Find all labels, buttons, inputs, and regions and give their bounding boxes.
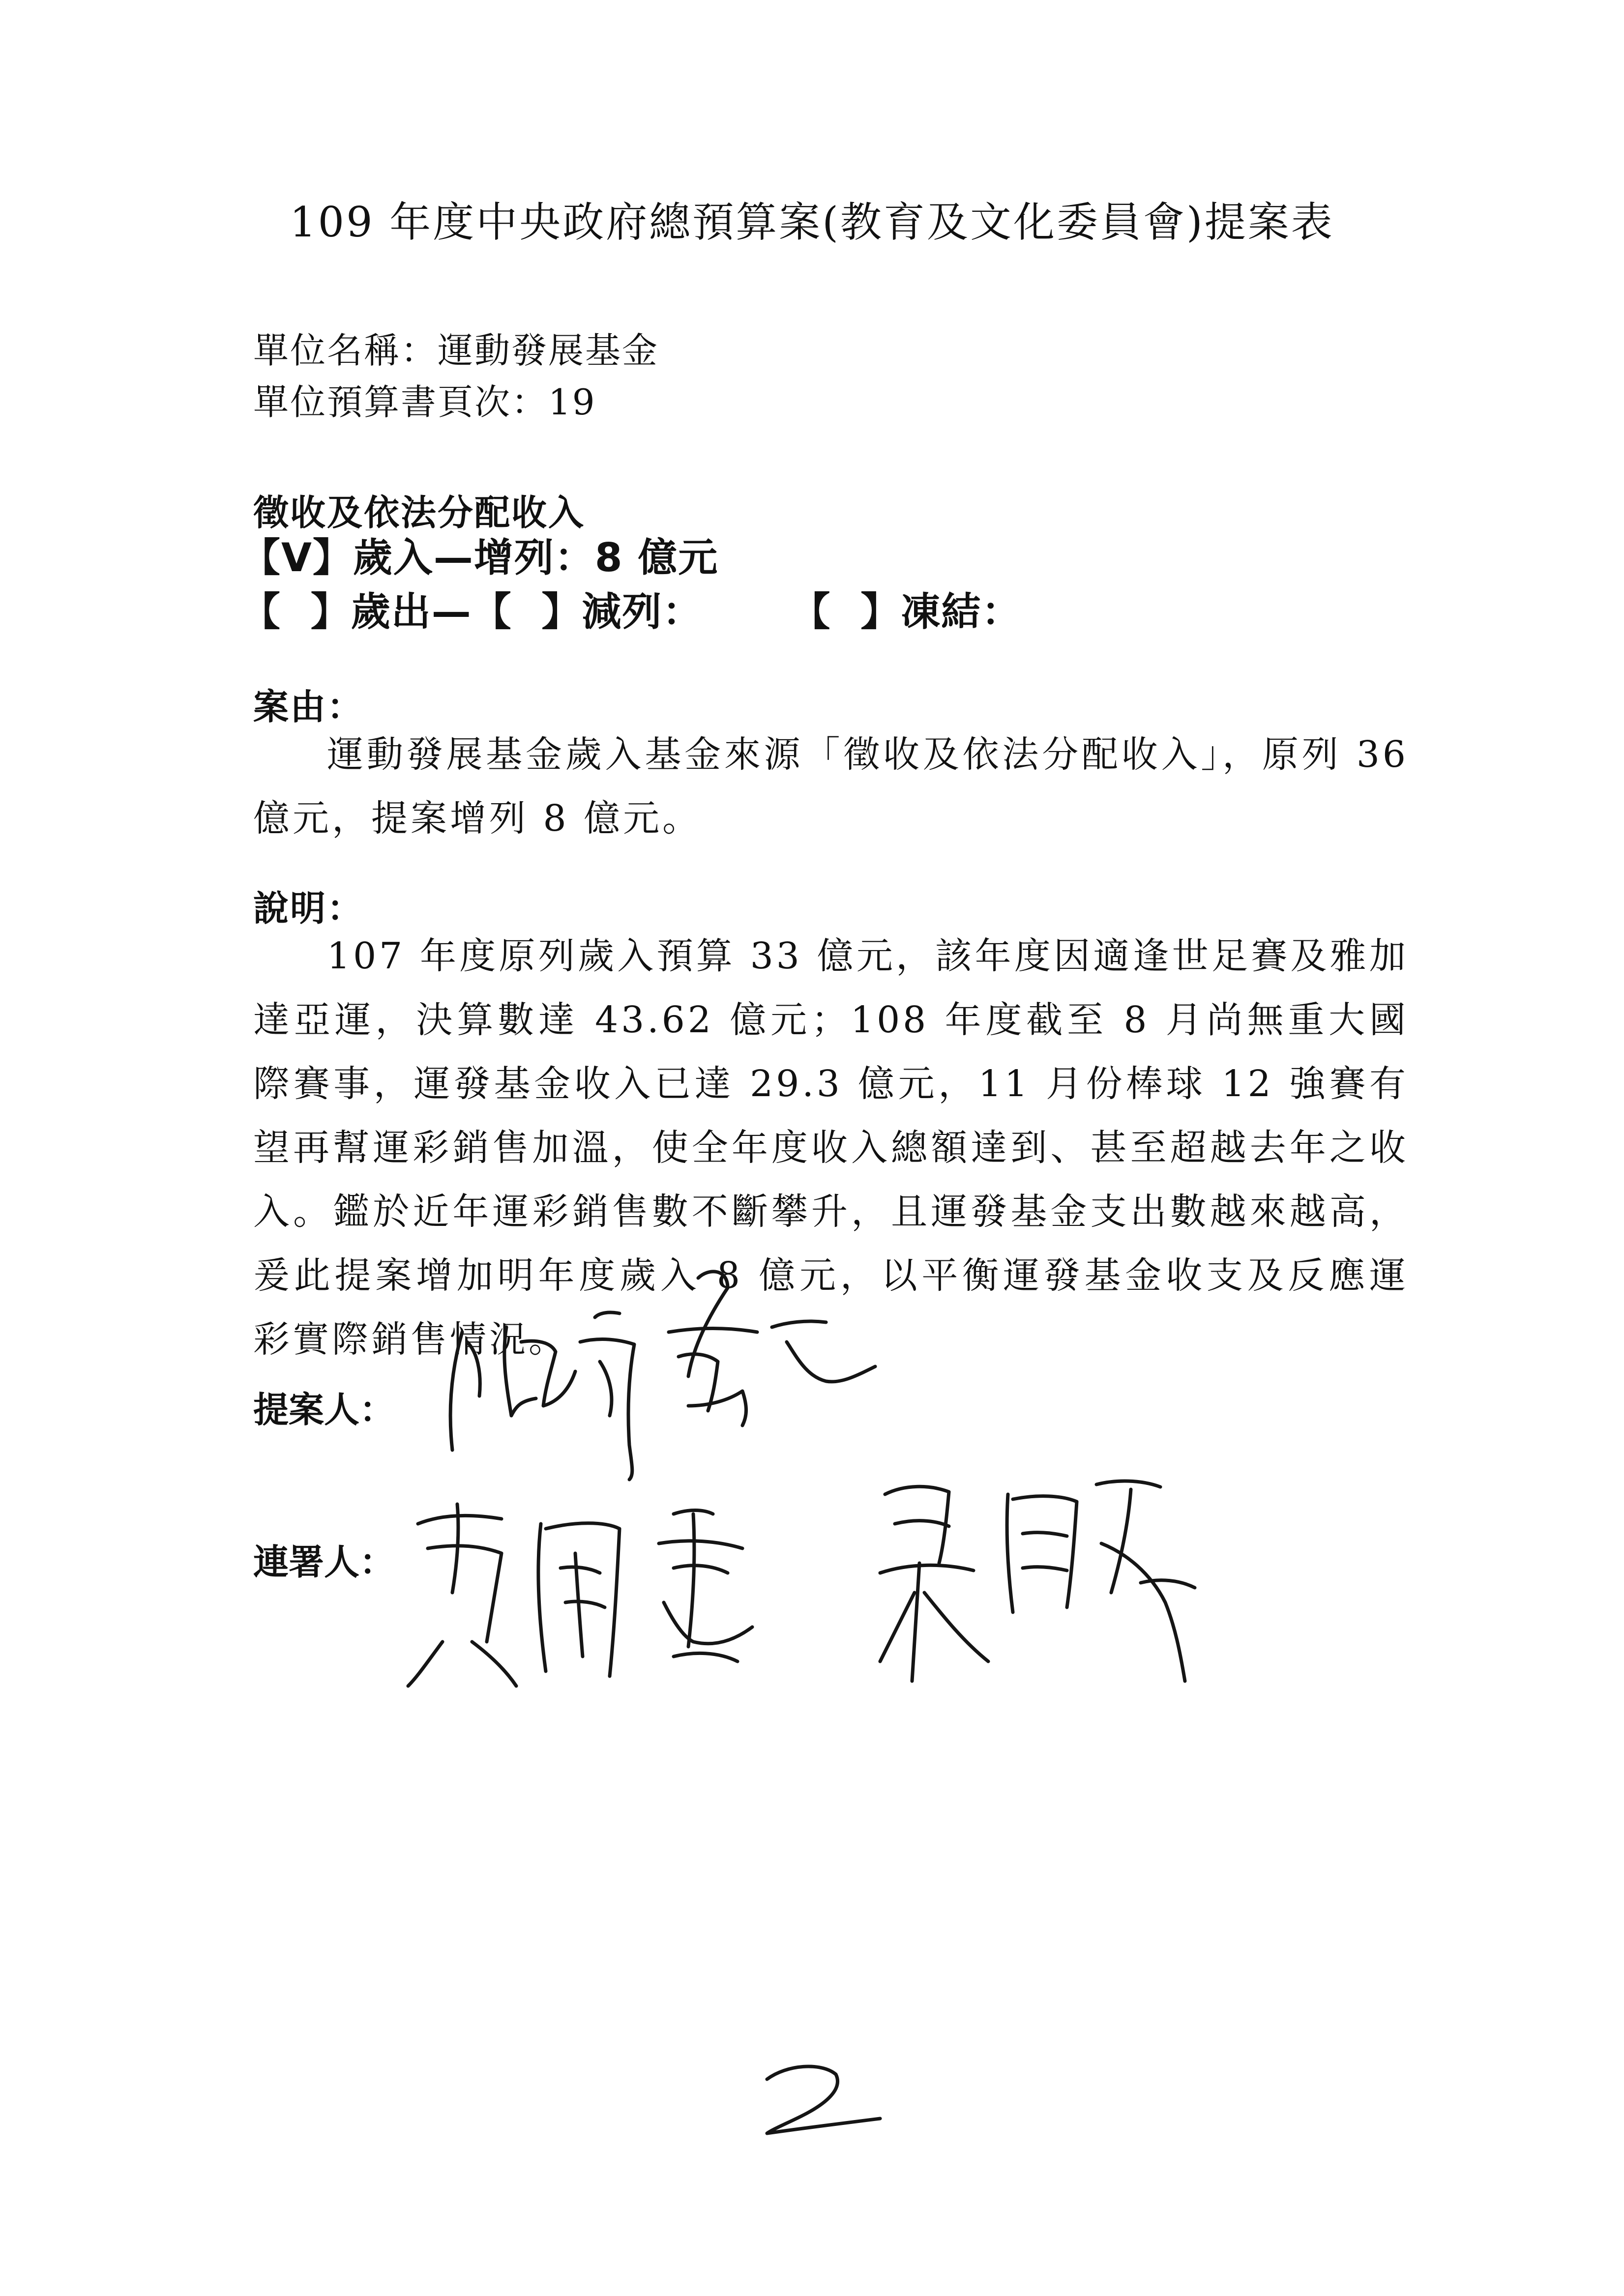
- explanation-text: 107 年度原列歲入預算 33 億元，該年度因適逢世足賽及雅加達亞運，決算數達 43.62 億元；108 年度截至 8 月尚無重大國際賽事，運發基金收入已達 29.3 億元，11 月份棒球 12 強賽有望再幫運彩銷售加溫，使全年度收入總額達到、甚至超越去年之收入。鑑於近年運彩銷售數不斷攀升，且運發基金支出數越來越高，爰此提案增加明年度歲入 8 億元，以平衡運發基金收支及反應運彩實際銷售情況。: [253, 935, 1409, 1361]
- proposer-signature: [433, 1258, 915, 1484]
- expense-row: 【 】歲出—【 】減列： 【 】凍結：: [241, 589, 1022, 635]
- revenue-row: 【V】歲入—增列：8 億元: [241, 535, 719, 581]
- budget-page-line: 單位預算書頁次：19: [253, 381, 596, 423]
- reason-heading: 案由：: [253, 686, 364, 727]
- cosigner-label: 連署人：: [253, 1541, 395, 1583]
- proposer-label: 提案人：: [253, 1389, 395, 1430]
- explanation-heading: 說明：: [253, 888, 364, 929]
- cosigner-signature-2: [865, 1465, 1219, 1711]
- handwritten-page-number: [757, 2055, 895, 2143]
- unit-name-line: 單位名稱：運動發展基金: [253, 330, 659, 371]
- reason-text: 運動發展基金歲入基金來源「徵收及依法分配收入」，原列 36 億元，提案增列 8 億元。: [253, 733, 1409, 840]
- item-heading: 徵收及依法分配收入: [253, 492, 586, 533]
- cosigner-signature-1: [398, 1494, 792, 1701]
- page-title: 109 年度中央政府總預算案(教育及文化委員會)提案表: [290, 198, 1334, 246]
